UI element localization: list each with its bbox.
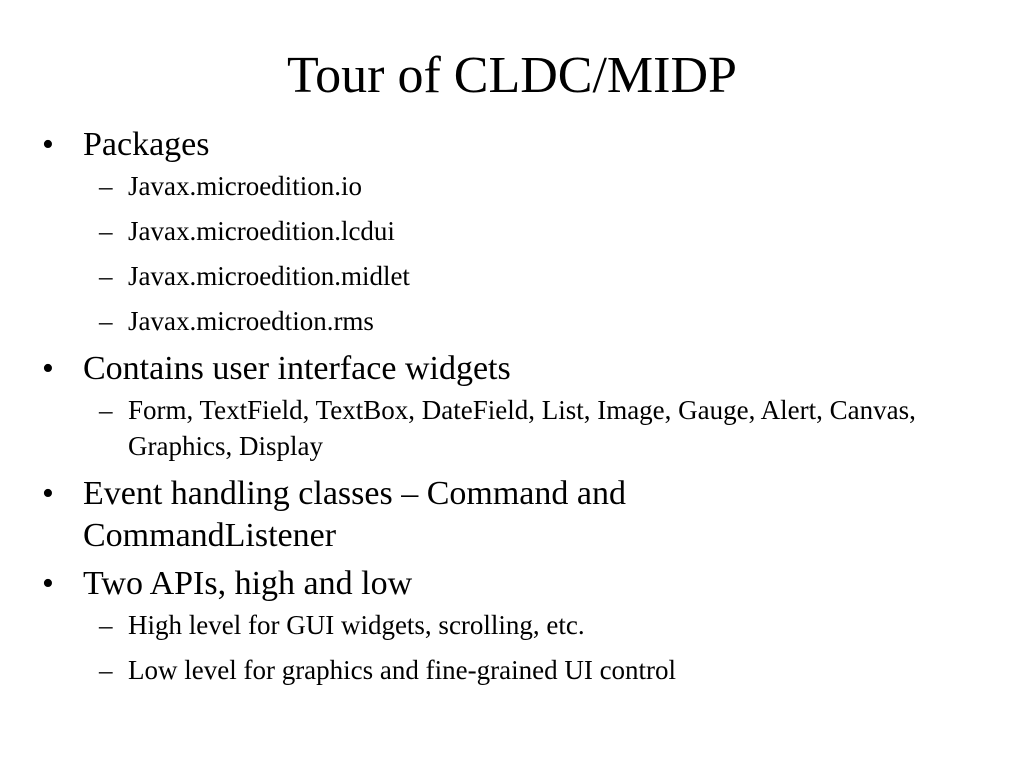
dash-marker: – (99, 395, 113, 425)
bullet-item-packages (42, 124, 972, 339)
bullet-marker: • (42, 565, 54, 602)
dash-marker: – (99, 261, 113, 291)
sub-bullet-item (83, 303, 972, 339)
sub-bullet-text: Form, TextField, TextBox, DateField, List, Image, Gauge, Alert, Canvas, Graphics, Display (128, 395, 916, 461)
bullet-text: Two APIs, high and low (83, 565, 413, 602)
sub-bullet-text: Javax.microedition.midlet (128, 261, 410, 291)
sub-bullet-list (83, 607, 972, 688)
bullet-text: Event handling classes – Command and CommandListener (83, 475, 626, 554)
sub-bullet-item (83, 652, 972, 688)
dash-marker: – (99, 216, 113, 246)
bullet-item-event-handling (42, 473, 783, 557)
sub-bullet-list (83, 168, 972, 339)
sub-bullet-text: Javax.microedition.lcdui (128, 216, 395, 246)
bullet-marker: • (42, 126, 54, 163)
sub-bullet-text: Javax.microedition.io (128, 171, 362, 201)
sub-bullet-item (83, 392, 972, 464)
slide-title: Tour of CLDC/MIDP (287, 47, 737, 104)
bullet-item-two-apis (42, 563, 972, 688)
sub-bullet-list (83, 392, 972, 464)
sub-bullet-item (83, 168, 972, 204)
bullet-marker: • (42, 475, 54, 512)
dash-marker: – (99, 171, 113, 201)
bullet-item-ui-widgets (42, 348, 972, 464)
sub-bullet-item (83, 607, 972, 643)
dash-marker: – (99, 306, 113, 336)
bullet-marker: • (42, 350, 54, 387)
bullet-list (42, 124, 972, 697)
sub-bullet-text: Low level for graphics and fine-grained UI control (128, 655, 677, 685)
sub-bullet-item (83, 258, 972, 294)
dash-marker: – (99, 655, 113, 685)
bullet-text: Packages (83, 126, 210, 163)
sub-bullet-text: High level for GUI widgets, scrolling, etc. (128, 610, 585, 640)
bullet-text: Contains user interface widgets (83, 350, 511, 387)
dash-marker: – (99, 610, 113, 640)
sub-bullet-text: Javax.microedtion.rms (128, 306, 374, 336)
sub-bullet-item (83, 213, 972, 249)
